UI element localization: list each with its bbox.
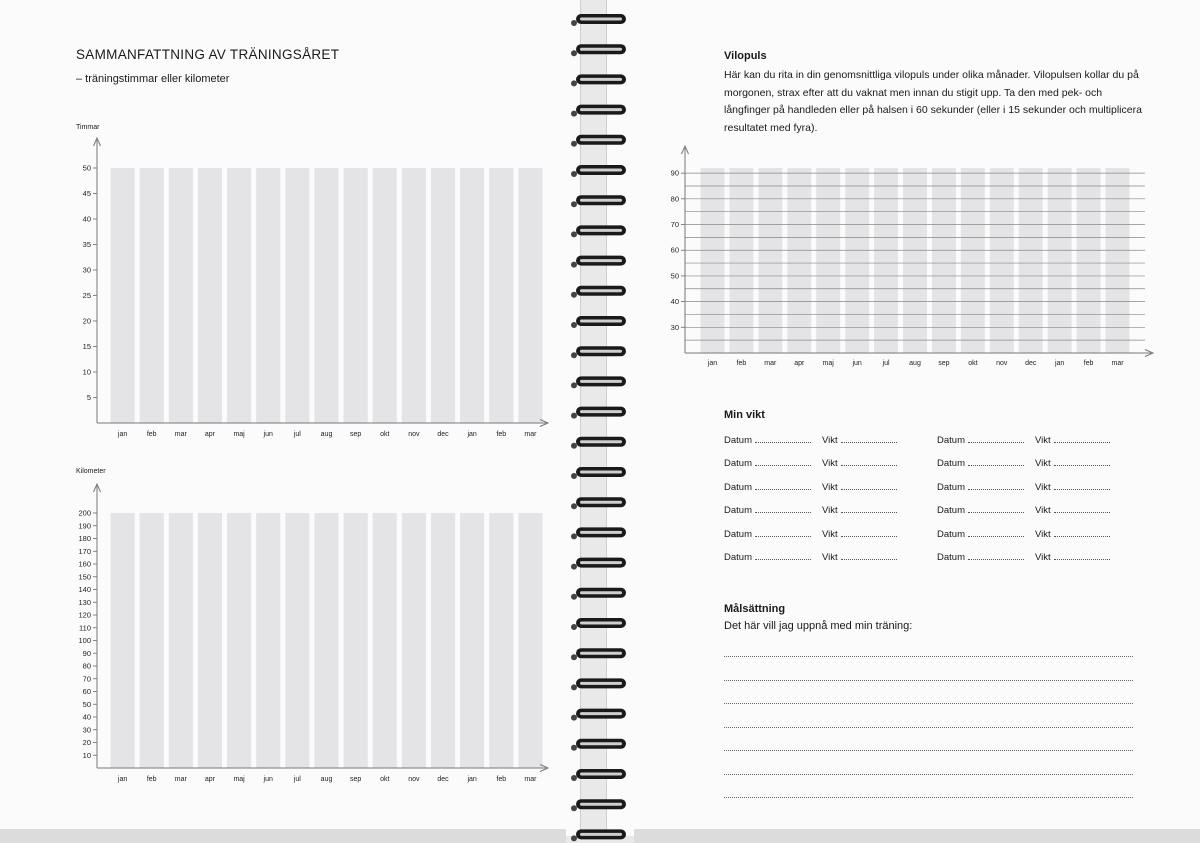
binding-ring-highlight: [580, 471, 622, 474]
bar: [932, 168, 956, 353]
bar: [227, 168, 251, 423]
binding-hole: [571, 745, 577, 751]
vikt-field[interactable]: [822, 457, 897, 469]
binding-ring-highlight: [580, 742, 622, 745]
page-title: SAMMANFATTNING AV TRÄNINGSÅRET: [76, 47, 340, 62]
x-tick-label: mar: [1111, 360, 1124, 367]
y-tick-label: 190: [78, 521, 91, 531]
x-tick-label: aug: [320, 776, 333, 783]
x-tick-label: sep: [349, 776, 362, 783]
binding-hole: [571, 805, 577, 811]
bar: [344, 513, 368, 768]
dotted-fill-line: [841, 528, 897, 537]
dotted-fill-line: [755, 457, 811, 466]
datum-label: Datum: [724, 505, 752, 517]
binding-hole: [571, 322, 577, 328]
vikt-field[interactable]: [822, 551, 897, 563]
vikt-field[interactable]: [822, 481, 897, 493]
x-tick-label: apr: [204, 776, 216, 783]
binding-hole: [571, 624, 577, 630]
x-tick-label: jun: [263, 776, 273, 783]
bar: [373, 513, 397, 768]
vikt-label: Vikt: [1035, 505, 1051, 517]
datum-field[interactable]: [937, 457, 1024, 469]
vikt-label: Vikt: [1035, 435, 1051, 446]
x-tick-label: jan: [467, 776, 477, 783]
binding-hole: [571, 292, 577, 298]
binding-hole: [571, 352, 577, 358]
x-tick-label: jan: [1054, 360, 1065, 367]
x-tick-label: apr: [794, 360, 805, 367]
y-tick-label: 60: [670, 245, 679, 255]
y-tick-label: 60: [82, 687, 91, 696]
bar: [111, 513, 135, 768]
bar: [460, 168, 484, 423]
right-cover-edge: [634, 829, 1200, 843]
dotted-fill-line: [968, 551, 1024, 560]
bar: [816, 168, 840, 353]
y-tick-label: 70: [82, 674, 91, 684]
bar: [285, 168, 309, 423]
binding-hole: [571, 20, 577, 26]
y-tick-label: 70: [670, 220, 679, 230]
vikt-label: Vikt: [1035, 528, 1051, 540]
binding-ring-highlight: [580, 773, 622, 776]
x-tick-label: jun: [852, 360, 862, 367]
binding-hole: [571, 201, 577, 207]
dotted-fill-line: [968, 481, 1024, 490]
dotted-fill-line: [1054, 481, 1110, 490]
datum-label: Datum: [937, 435, 965, 446]
bar: [198, 513, 222, 768]
y-tick-label: 40: [670, 297, 679, 307]
binding-hole: [571, 50, 577, 56]
datum-label: Datum: [937, 481, 965, 493]
datum-field[interactable]: [937, 434, 1024, 446]
dotted-fill-line: [755, 528, 811, 537]
y-tick-label: 50: [82, 163, 91, 173]
bar: [111, 168, 135, 423]
binding-ring-highlight: [580, 561, 622, 564]
goal-writing-line[interactable]: [724, 703, 1133, 704]
y-tick-label: 45: [82, 189, 91, 198]
y-tick-label: 90: [670, 168, 679, 178]
x-tick-label: jan: [467, 431, 477, 438]
vikt-heading: Min vikt: [724, 409, 765, 421]
x-tick-label: maj: [233, 776, 245, 783]
datum-field[interactable]: [724, 434, 811, 446]
bar: [787, 168, 811, 353]
vikt-label: Vikt: [1035, 481, 1051, 493]
y-tick-label: 100: [78, 636, 91, 645]
bar: [518, 513, 542, 768]
vikt-label: Vikt: [1035, 552, 1051, 563]
x-tick-label: maj: [233, 431, 245, 438]
bar: [344, 168, 368, 423]
datum-field[interactable]: [937, 551, 1024, 563]
x-tick-label: nov: [408, 776, 420, 783]
x-tick-label: jan: [117, 776, 128, 783]
binding-hole: [571, 231, 577, 237]
x-tick-label: mar: [764, 360, 777, 367]
dotted-fill-line: [968, 434, 1024, 443]
binding-ring-highlight: [580, 591, 622, 594]
x-tick-label: feb: [496, 431, 507, 438]
x-tick-label: feb: [496, 776, 507, 783]
bar: [1019, 168, 1043, 353]
bar: [314, 168, 338, 423]
y-tick-label: 30: [670, 322, 679, 332]
dotted-fill-line: [755, 434, 811, 443]
vikt-label: Vikt: [822, 505, 838, 517]
vikt-field[interactable]: [1035, 434, 1110, 446]
goal-writing-line[interactable]: [724, 797, 1133, 798]
bar: [874, 168, 898, 353]
binding-ring-highlight: [580, 833, 622, 836]
x-tick-label: jul: [293, 776, 301, 783]
x-tick-label: dec: [437, 776, 449, 783]
binding-hole: [571, 564, 577, 570]
left-cover-edge: [0, 829, 566, 843]
dotted-fill-line: [968, 528, 1024, 537]
x-tick-label: feb: [736, 360, 747, 367]
x-tick-label: jan: [707, 360, 718, 367]
x-tick-label: feb: [146, 431, 157, 438]
datum-field[interactable]: [724, 551, 811, 563]
y-tick-label: 50: [82, 699, 91, 709]
y-tick-label: 35: [82, 240, 91, 249]
hours-chart: [60, 130, 560, 445]
datum-label: Datum: [724, 552, 752, 563]
y-tick-label: 170: [78, 546, 91, 556]
binding-ring-highlight: [580, 199, 622, 202]
y-tick-label: 10: [82, 367, 91, 377]
binding-hole: [571, 533, 577, 539]
y-tick-label: 25: [82, 291, 91, 300]
dotted-fill-line: [841, 481, 897, 490]
binding-hole: [571, 80, 577, 86]
dotted-fill-line: [1054, 457, 1110, 466]
x-tick-label: apr: [204, 431, 216, 438]
binding-ring-highlight: [580, 48, 622, 51]
bar: [518, 168, 542, 423]
vikt-label: Vikt: [1035, 458, 1051, 470]
binding-hole: [571, 775, 577, 781]
bar: [402, 168, 426, 423]
y-tick-label: 40: [82, 214, 91, 224]
dotted-fill-line: [1054, 504, 1110, 513]
spiral-binding: [566, 0, 634, 843]
bar: [314, 513, 338, 768]
datum-label: Datum: [724, 435, 752, 446]
binding-ring-highlight: [580, 622, 622, 625]
x-tick-label: dec: [437, 431, 449, 438]
binding-ring-highlight: [580, 108, 622, 111]
bar: [227, 513, 251, 768]
x-tick-label: okt: [380, 431, 390, 438]
bar: [402, 513, 426, 768]
datum-field[interactable]: [937, 504, 1024, 516]
bar: [431, 513, 455, 768]
dotted-fill-line: [841, 504, 897, 513]
dotted-fill-line: [841, 551, 897, 560]
vikt-field[interactable]: [1035, 457, 1110, 469]
binding-ring-highlight: [580, 712, 622, 715]
goal-writing-line[interactable]: [724, 774, 1133, 775]
binding-ring-highlight: [580, 169, 622, 172]
datum-field[interactable]: [724, 504, 811, 516]
x-tick-label: nov: [996, 360, 1008, 367]
bar: [460, 513, 484, 768]
dotted-fill-line: [755, 504, 811, 513]
y-tick-label: 80: [670, 194, 679, 204]
y-tick-label: 120: [78, 610, 91, 620]
binding-ring-highlight: [580, 652, 622, 655]
binding-ring-highlight: [580, 229, 622, 232]
y-tick-label: 180: [78, 534, 91, 543]
y-tick-label: 160: [78, 559, 91, 569]
x-tick-label: mar: [174, 776, 187, 783]
bar: [729, 168, 753, 353]
dotted-fill-line: [1054, 551, 1110, 560]
bar: [285, 513, 309, 768]
x-tick-label: maj: [822, 360, 834, 367]
bar: [198, 168, 222, 423]
vikt-field[interactable]: [1035, 551, 1110, 563]
vikt-field[interactable]: [822, 528, 897, 540]
binding-hole: [571, 654, 577, 660]
y-tick-label: 140: [78, 585, 91, 594]
binding-ring-highlight: [580, 320, 622, 323]
bar: [373, 168, 397, 423]
bar: [169, 513, 193, 768]
dotted-fill-line: [968, 504, 1024, 513]
bar: [489, 513, 513, 768]
x-tick-label: aug: [320, 431, 333, 438]
binding-ring-highlight: [580, 18, 622, 21]
bar: [845, 168, 869, 353]
bar: [1048, 168, 1072, 353]
pulse-chart: [660, 140, 1160, 375]
binding-hole: [571, 594, 577, 600]
x-tick-label: aug: [909, 360, 921, 367]
bar: [169, 168, 193, 423]
x-tick-label: jun: [263, 431, 273, 438]
datum-label: Datum: [724, 481, 752, 493]
y-tick-label: 15: [82, 342, 91, 351]
bar: [256, 513, 280, 768]
binding-hole: [571, 262, 577, 268]
bar: [489, 168, 513, 423]
page-subtitle: – träningstimmar eller kilometer: [76, 73, 230, 85]
kilometer-axis-label: Kilometer: [76, 468, 106, 475]
bar: [701, 168, 725, 353]
datum-label: Datum: [724, 458, 752, 470]
bar: [1077, 168, 1101, 353]
dotted-fill-line: [755, 481, 811, 490]
y-tick-label: 10: [82, 750, 91, 760]
binding-ring-highlight: [580, 380, 622, 383]
y-tick-label: 50: [670, 271, 679, 281]
vikt-field[interactable]: [822, 434, 897, 446]
y-tick-label: 40: [82, 712, 91, 722]
binding-ring-highlight: [580, 259, 622, 262]
y-tick-label: 130: [78, 597, 91, 607]
vikt-label: Vikt: [822, 481, 838, 493]
datum-label: Datum: [937, 528, 965, 540]
y-tick-label: 5: [86, 393, 91, 402]
goal-writing-line[interactable]: [724, 680, 1133, 681]
binding-hole: [571, 141, 577, 147]
datum-field[interactable]: [724, 528, 811, 540]
binding-hole: [571, 473, 577, 479]
bar: [256, 168, 280, 423]
goal-writing-line[interactable]: [724, 656, 1133, 657]
y-tick-label: 30: [82, 265, 91, 275]
bar: [1106, 168, 1130, 353]
bar: [990, 168, 1014, 353]
y-tick-label: 90: [82, 648, 91, 658]
goal-writing-line[interactable]: [724, 727, 1133, 728]
goal-writing-line[interactable]: [724, 750, 1133, 751]
binding-ring-highlight: [580, 440, 622, 443]
y-tick-label: 150: [78, 572, 91, 582]
dotted-fill-line: [968, 457, 1024, 466]
x-tick-label: jul: [882, 360, 890, 367]
hours-axis-label: Timmar: [76, 124, 100, 131]
dotted-fill-line: [1054, 434, 1110, 443]
y-tick-label: 80: [82, 661, 91, 671]
bar: [431, 168, 455, 423]
dotted-fill-line: [1054, 528, 1110, 537]
vikt-label: Vikt: [822, 552, 838, 563]
datum-label: Datum: [937, 552, 965, 563]
binding-ring-highlight: [580, 350, 622, 353]
x-tick-label: mar: [174, 431, 187, 438]
bar: [903, 168, 927, 353]
x-tick-label: dec: [1025, 360, 1037, 367]
vikt-label: Vikt: [822, 458, 838, 470]
x-tick-label: sep: [349, 431, 362, 438]
binding-hole: [571, 111, 577, 117]
y-tick-label: 110: [79, 623, 91, 633]
malsattning-heading: Målsättning: [724, 603, 786, 615]
datum-field[interactable]: [937, 481, 1024, 493]
kilometer-chart: [60, 478, 560, 790]
bar: [140, 513, 164, 768]
x-tick-label: mar: [524, 776, 537, 783]
binding-ring-highlight: [580, 682, 622, 685]
x-tick-label: sep: [938, 360, 950, 367]
binding-hole: [571, 443, 577, 449]
binding-hole: [571, 171, 577, 177]
y-tick-label: 20: [82, 738, 91, 747]
vikt-field[interactable]: [1035, 481, 1110, 493]
binding-ring-highlight: [580, 803, 622, 806]
malsattning-prompt: Det här vill jag uppnå med min träning:: [724, 620, 913, 632]
vikt-label: Vikt: [822, 528, 838, 540]
vikt-field[interactable]: [822, 504, 897, 516]
binding-hole: [571, 382, 577, 388]
x-tick-label: feb: [146, 776, 157, 783]
vikt-field[interactable]: [1035, 504, 1110, 516]
y-tick-label: 30: [82, 725, 91, 735]
datum-field[interactable]: [724, 481, 811, 493]
vikt-label: Vikt: [822, 435, 838, 446]
dotted-fill-line: [841, 434, 897, 443]
dotted-fill-line: [755, 551, 811, 560]
y-tick-label: 20: [82, 316, 91, 326]
datum-label: Datum: [937, 458, 965, 470]
bar: [140, 168, 164, 423]
binding-ring-highlight: [580, 78, 622, 81]
datum-label: Datum: [937, 505, 965, 517]
x-tick-label: feb: [1083, 360, 1094, 367]
binding-ring-highlight: [580, 410, 622, 413]
y-tick-label: 200: [78, 508, 91, 518]
datum-field[interactable]: [724, 457, 811, 469]
binding-ring-highlight: [580, 289, 622, 292]
binding-hole: [571, 503, 577, 509]
x-tick-label: okt: [380, 776, 390, 783]
vikt-field[interactable]: [1035, 528, 1110, 540]
x-tick-label: mar: [524, 431, 537, 438]
x-tick-label: nov: [408, 431, 420, 438]
binding-ring-highlight: [580, 531, 622, 534]
bar: [961, 168, 985, 353]
datum-label: Datum: [724, 528, 752, 540]
binding-hole: [571, 715, 577, 721]
datum-field[interactable]: [937, 528, 1024, 540]
bar: [758, 168, 782, 353]
binding-hole: [571, 684, 577, 690]
dotted-fill-line: [841, 457, 897, 466]
vilopuls-heading: Vilopuls: [724, 50, 767, 62]
binding-ring-highlight: [580, 501, 622, 504]
binding-ring-highlight: [580, 138, 622, 141]
x-tick-label: jan: [117, 431, 128, 438]
x-tick-label: jul: [293, 431, 301, 438]
binding-hole: [571, 835, 577, 841]
vilopuls-description: Här kan du rita in din genomsnittliga vilopuls under olika månader. Vilopulsen kollar du på morgonen, strax efter att du vaknat men innan du stigit upp. Ta den med pek- och långfinger på handleden eller på halsen i 60 sekunder (eller i 15 sekunder och multiplicera resultatet med fyra).: [724, 69, 1142, 134]
x-tick-label: okt: [968, 360, 978, 367]
binding-hole: [571, 413, 577, 419]
